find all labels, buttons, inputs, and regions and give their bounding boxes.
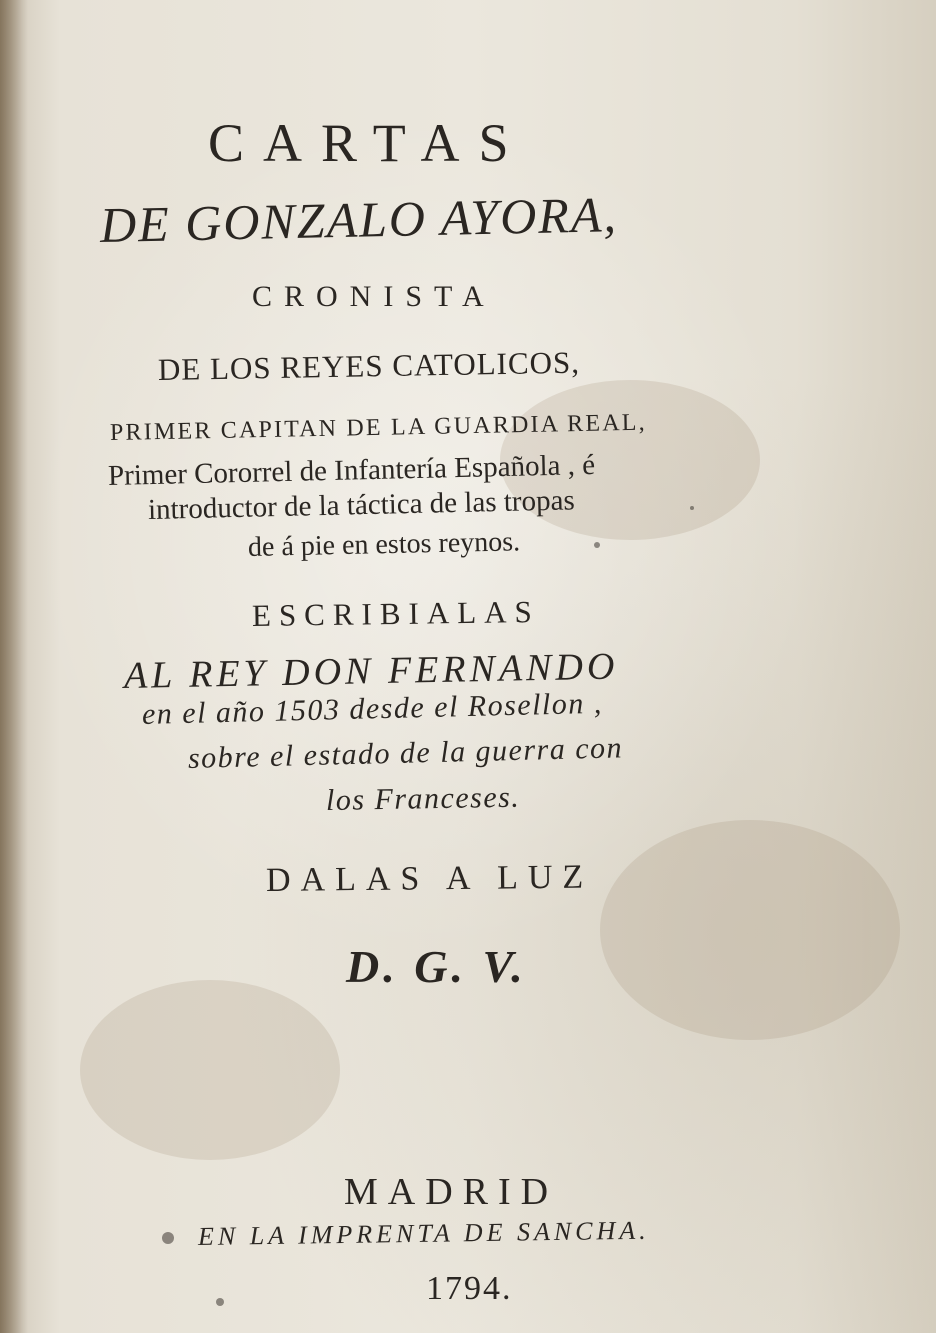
description-line-3: introductor de la táctica de las tropas xyxy=(147,484,576,526)
publisher-initials: D. G. V. xyxy=(346,941,527,992)
ink-speck xyxy=(690,506,694,510)
ink-speck xyxy=(162,1232,174,1244)
imprint-city: MADRID xyxy=(344,1171,559,1213)
imprint-press: EN LA IMPRENTA DE SANCHA. xyxy=(197,1215,650,1251)
kings-line: DE LOS REYES CATOLICOS, xyxy=(157,344,581,387)
subject-line-3: los Franceses. xyxy=(325,780,521,817)
spine-shadow xyxy=(0,0,28,1333)
book-title: CARTAS xyxy=(208,113,528,173)
description-line-1: PRIMER CAPITAN DE LA GUARDIA REAL, xyxy=(109,409,648,446)
written-line: ESCRIBIALAS xyxy=(251,593,541,633)
description-line-2: Primer Cororrel de Infantería Española , é xyxy=(107,448,596,492)
role-line: CRONISTA xyxy=(252,280,496,313)
subject-line-2: sobre el estado de la guerra con xyxy=(187,731,624,775)
subject-line-1: en el año 1503 desde el Rosellon , xyxy=(141,686,604,731)
paper-stain xyxy=(80,980,340,1160)
imprint-year: 1794. xyxy=(426,1270,513,1307)
ink-speck xyxy=(594,542,600,548)
ink-speck xyxy=(216,1298,224,1306)
publisher-intro: DALAS A LUZ xyxy=(265,858,594,899)
paper-stain xyxy=(600,820,900,1040)
author-line: DE GONZALO AYORA, xyxy=(99,186,619,253)
description-line-4: de á pie en estos reynos. xyxy=(247,526,521,563)
addressee-line: AL REY DON FERNANDO xyxy=(123,645,619,697)
